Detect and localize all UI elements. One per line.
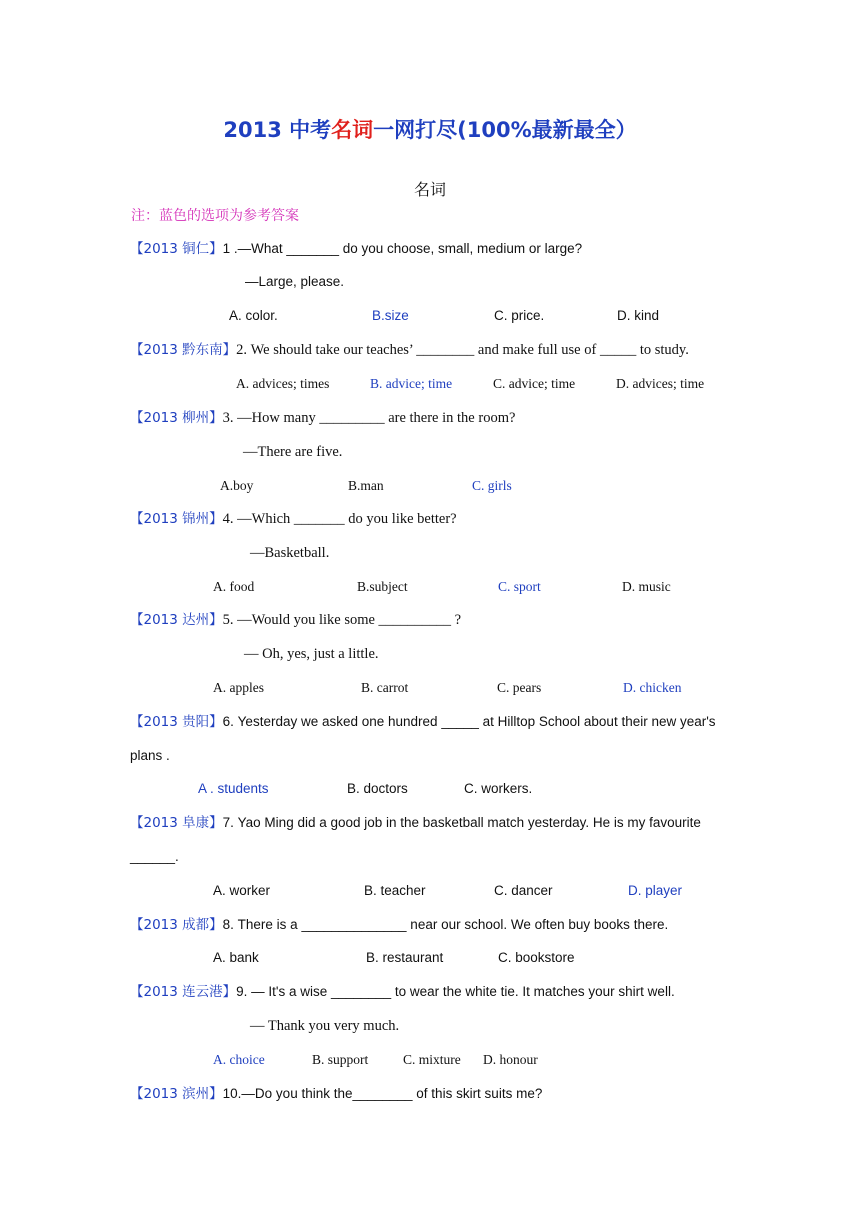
section-heading: 名词	[413, 180, 446, 199]
question-10	[130, 1085, 542, 1103]
question-source: 【2013 贵阳】	[130, 714, 223, 730]
question-5-option-b: B. carrot	[361, 680, 409, 695]
title-part-3: 一网打尽(100%最新最全）	[373, 118, 637, 142]
question-6-option-a: A . students	[198, 781, 269, 796]
question-6-continuation: plans .	[130, 748, 170, 763]
question-1-option-c: C. price.	[494, 308, 545, 323]
question-9-reply: — Thank you very much.	[250, 1018, 400, 1034]
question-5-reply: — Oh, yes, just a little.	[244, 646, 379, 662]
question-source: 【2013 阜康】	[130, 815, 223, 831]
question-4-reply: —Basketball.	[250, 545, 330, 561]
question-9-option-b: B. support	[312, 1052, 369, 1067]
title-highlight: 名词	[331, 118, 374, 142]
question-source: 【2013 铜仁】	[130, 241, 223, 257]
question-8	[130, 916, 668, 934]
question-9	[130, 983, 675, 1001]
question-2-option-b: B. advice; time	[370, 376, 453, 391]
question-2-option-a: A. advices; times	[236, 376, 330, 391]
question-1-reply: —Large, please.	[245, 274, 345, 289]
question-source: 【2013 成都】	[130, 917, 223, 933]
question-4-option-a: A. food	[213, 579, 255, 594]
question-7-continuation: ______.	[130, 849, 179, 864]
question-3	[130, 409, 515, 427]
question-5-option-a: A. apples	[213, 680, 264, 695]
question-6-option-c: C. workers.	[464, 781, 533, 796]
question-3-option-c: C. girls	[472, 478, 512, 493]
question-7-option-b: B. teacher	[364, 883, 426, 898]
question-9-option-d: D. honour	[483, 1052, 538, 1067]
question-source: 【2013 滨州】	[130, 1086, 223, 1102]
question-7-option-c: C. dancer	[494, 883, 553, 898]
question-4-option-d: D. music	[622, 579, 671, 594]
question-1-option-d: D. kind	[617, 308, 660, 323]
question-1-option-b: B.size	[372, 308, 409, 323]
question-6	[130, 713, 716, 731]
question-1	[130, 240, 582, 258]
question-8-option-b: B. restaurant	[366, 950, 444, 965]
question-6-option-b: B. doctors	[347, 781, 408, 796]
question-2	[130, 341, 689, 359]
question-text: 10.—Do you think the________ of this skirt suits me?	[222, 1086, 543, 1101]
title-part-1: 2013 中考	[223, 118, 332, 142]
question-text: 4. —Which _______ do you like better?	[222, 511, 457, 527]
question-text: 1 .—What _______ do you choose, small, medium or large?	[222, 241, 583, 256]
question-8-option-a: A. bank	[213, 950, 259, 965]
question-7-option-a: A. worker	[213, 883, 271, 898]
question-9-option-c: C. mixture	[403, 1052, 461, 1067]
question-text: 3. —How many _________ are there in the room?	[222, 410, 516, 426]
question-3-option-a: A.boy	[220, 478, 254, 493]
question-source: 【2013 连云港】	[130, 984, 237, 1000]
question-text: 5. —Would you like some __________ ?	[222, 612, 462, 628]
question-source: 【2013 锦州】	[130, 511, 223, 527]
question-4-option-c: C. sport	[498, 579, 541, 594]
question-3-option-b: B.man	[348, 478, 384, 493]
question-9-option-a: A. choice	[213, 1052, 265, 1067]
page-title	[0, 114, 860, 144]
question-5	[130, 611, 461, 629]
question-5-option-d: D. chicken	[623, 680, 682, 695]
question-source: 【2013 柳州】	[130, 410, 223, 426]
question-1-option-a: A. color.	[229, 308, 278, 323]
question-5-option-c: C. pears	[497, 680, 542, 695]
question-8-option-c: C. bookstore	[498, 950, 575, 965]
question-7-option-d: D. player	[628, 883, 683, 898]
question-4	[130, 510, 457, 528]
question-2-option-d: D. advices; time	[616, 376, 705, 391]
question-source: 【2013 达州】	[130, 612, 223, 628]
question-text: 6. Yesterday we asked one hundred _____ at Hilltop School about their new year's	[222, 714, 716, 729]
question-text: 2. We should take our teaches’ ________ and make full use of _____ to study.	[236, 342, 689, 358]
question-4-option-b: B.subject	[357, 579, 408, 594]
answer-note: 注：蓝色的选项为参考答案	[131, 208, 299, 224]
question-7	[130, 814, 701, 832]
question-text: 9. — It's a wise ________ to wear the white tie. It matches your shirt well.	[236, 984, 675, 999]
question-3-reply: —There are five.	[243, 444, 343, 460]
question-source: 【2013 黔东南】	[130, 342, 237, 358]
question-2-option-c: C. advice; time	[493, 376, 576, 391]
question-text: 8. There is a ______________ near our school. We often buy books there.	[222, 917, 669, 932]
question-text: 7. Yao Ming did a good job in the basketball match yesterday. He is my favourite	[222, 815, 701, 830]
